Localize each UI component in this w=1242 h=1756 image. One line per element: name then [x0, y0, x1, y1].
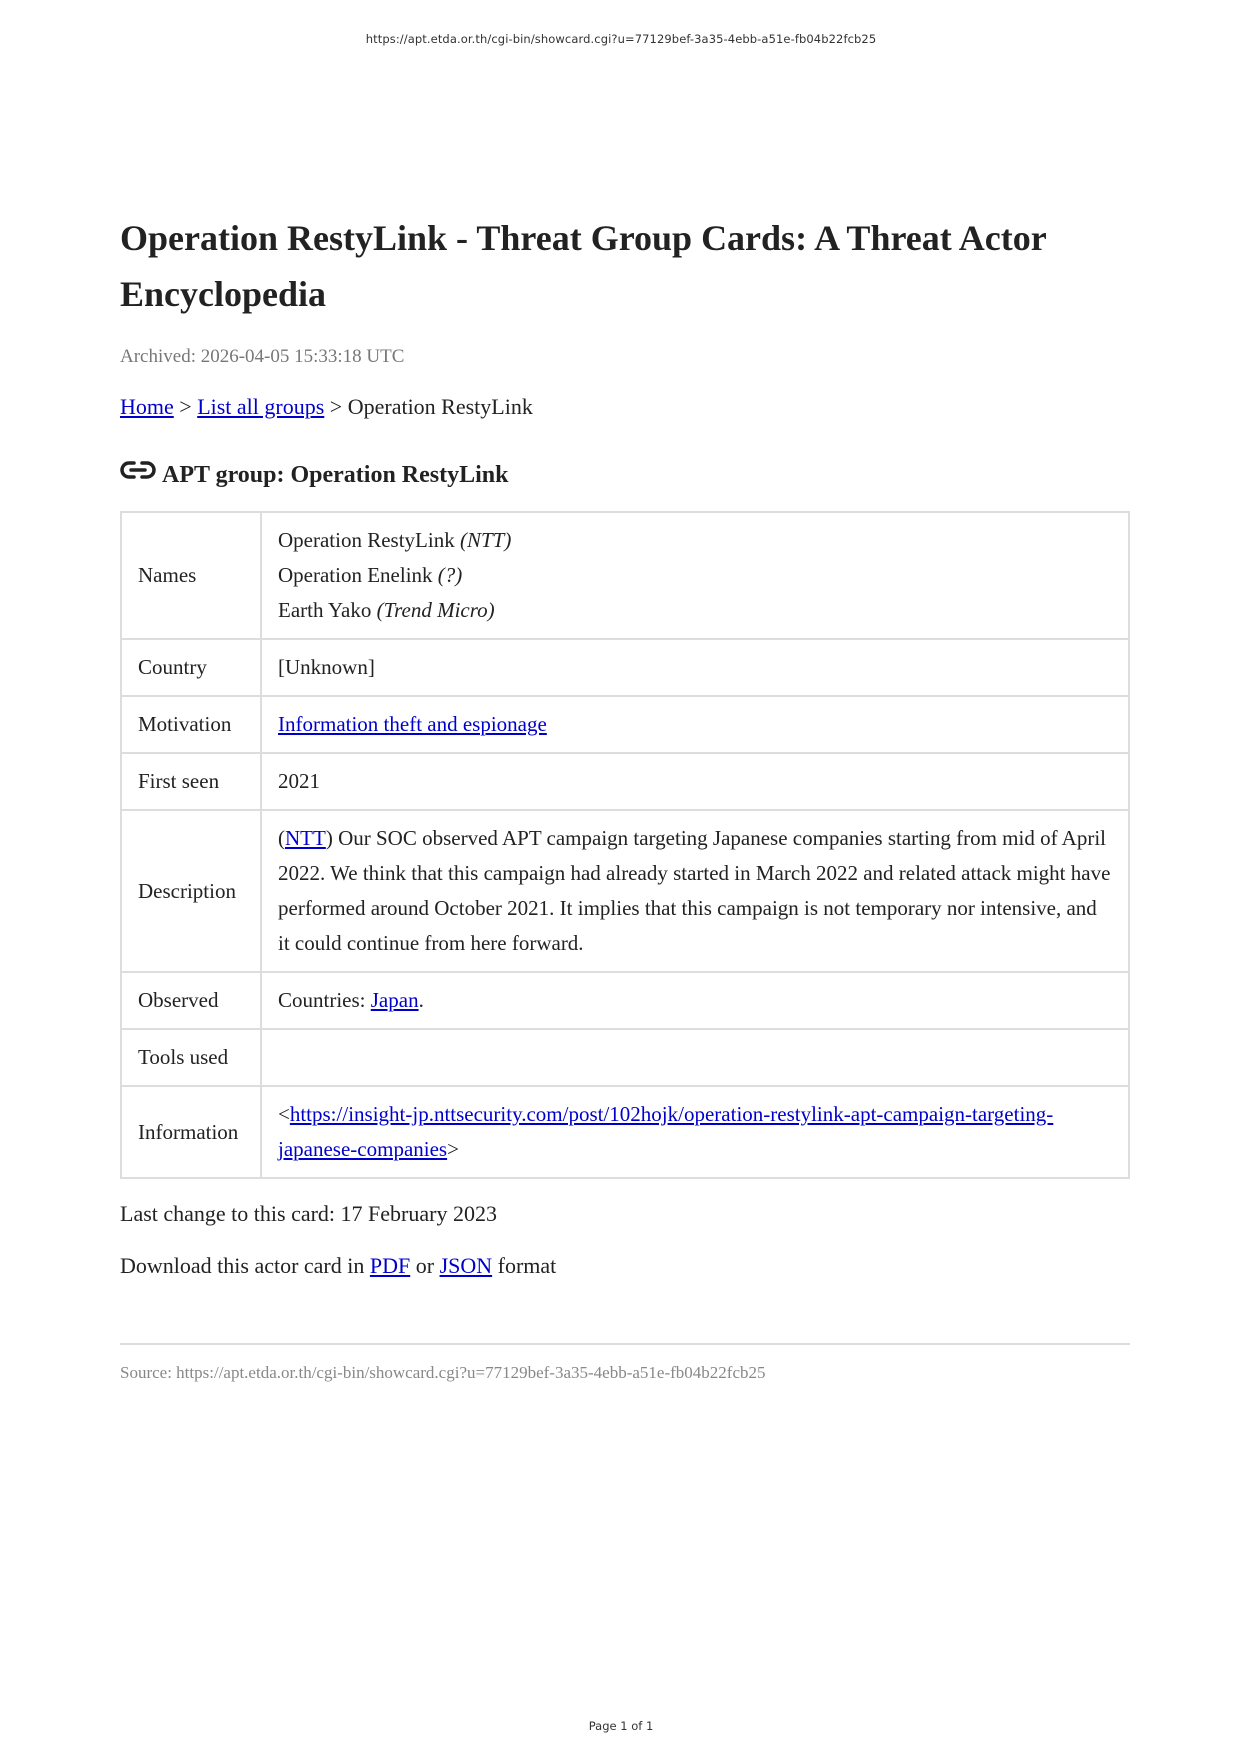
- name-entry: Operation RestyLink (NTT): [278, 528, 512, 552]
- page-header-url: https://apt.etda.or.th/cgi-bin/showcard.cgi?u=77129bef-3a35-4ebb-a51e-fb04b22fcb25: [365, 32, 877, 46]
- table-row-first-seen: [121, 753, 1129, 810]
- download-pdf-link[interactable]: PDF: [369, 1253, 411, 1278]
- table-row-description: [121, 810, 1129, 972]
- breadcrumb-home-link[interactable]: Home: [120, 394, 174, 419]
- main-content: [120, 210, 1130, 1383]
- description-label: Description: [121, 810, 261, 972]
- names-label: Names: [121, 512, 261, 639]
- table-row-observed: [121, 972, 1129, 1029]
- apt-heading-text: APT group: Operation RestyLink: [162, 462, 509, 488]
- description-cell: (NTT) Our SOC observed APT campaign targeting Japanese companies starting from mid of April 2022. We think that this campaign had already started in March 2022 and related attack might have performed around October 2021. It implies that this campaign is not temporary nor intensive, and it could continue from here forward.: [261, 810, 1129, 972]
- divider: [120, 1343, 1130, 1345]
- breadcrumb: [120, 394, 1130, 420]
- country-value: [Unknown]: [261, 639, 1129, 696]
- tools-label: Tools used: [121, 1029, 261, 1086]
- names-cell: [261, 512, 1129, 639]
- observed-label: Observed: [121, 972, 261, 1029]
- observed-cell: Countries: Japan.: [261, 972, 1129, 1029]
- name-entry: Earth Yako (Trend Micro): [278, 598, 495, 622]
- threat-actor-card-table: [120, 511, 1130, 1179]
- archived-timestamp: Archived: 2026-04-05 15:33:18 UTC: [120, 346, 405, 367]
- motivation-cell: [261, 696, 1129, 753]
- table-row-motivation: [121, 696, 1129, 753]
- breadcrumb-separator: >: [173, 394, 198, 419]
- apt-group-heading: [120, 462, 1130, 489]
- breadcrumb-current: Operation RestyLink: [347, 394, 533, 419]
- page-number: Page 1 of 1: [588, 1719, 654, 1733]
- page-title: Operation RestyLink - Threat Group Cards: A Threat Actor Encyclopedia: [120, 218, 1047, 314]
- information-cell: <https://insight-jp.nttsecurity.com/post/102hojk/operation-restylink-apt-campaign-targeting-japanese-companies>: [261, 1086, 1129, 1178]
- description-text: ) Our SOC observed APT campaign targeting Japanese companies starting from mid of April 2022. We think that this campaign had already started in March 2022 and related attack might have performed around October 2021. It implies that this campaign is not temporary nor intensive, and it could continue from here forward.: [278, 826, 1111, 955]
- table-row-names: [121, 512, 1129, 639]
- table-row-country: [121, 639, 1129, 696]
- table-row-information: [121, 1086, 1129, 1178]
- information-link[interactable]: https://insight-jp.nttsecurity.com/post/102hojk/operation-restylink-apt-campaign-targeting-japanese-companies: [278, 1102, 1054, 1161]
- observed-country-link[interactable]: Japan: [370, 988, 419, 1012]
- download-line: Download this actor card in PDF or JSON format: [120, 1253, 557, 1278]
- source-url: Source: https://apt.etda.or.th/cgi-bin/showcard.cgi?u=77129bef-3a35-4ebb-a51e-fb04b22fcb25: [120, 1363, 766, 1382]
- first-seen-label: First seen: [121, 753, 261, 810]
- download-json-link[interactable]: JSON: [439, 1253, 493, 1278]
- last-change-text: Last change to this card: 17 February 2023: [120, 1201, 497, 1226]
- motivation-label: Motivation: [121, 696, 261, 753]
- description-source-link[interactable]: NTT: [285, 826, 326, 850]
- link-icon[interactable]: [120, 458, 156, 482]
- breadcrumb-separator: >: [324, 394, 348, 419]
- breadcrumb-list-link[interactable]: List all groups: [197, 394, 325, 419]
- tools-value: [261, 1029, 1129, 1086]
- information-label: Information: [121, 1086, 261, 1178]
- table-row-tools: [121, 1029, 1129, 1086]
- name-entry: Operation Enelink (?): [278, 563, 463, 587]
- first-seen-value: 2021: [261, 753, 1129, 810]
- country-label: Country: [121, 639, 261, 696]
- motivation-link[interactable]: Information theft and espionage: [278, 712, 547, 736]
